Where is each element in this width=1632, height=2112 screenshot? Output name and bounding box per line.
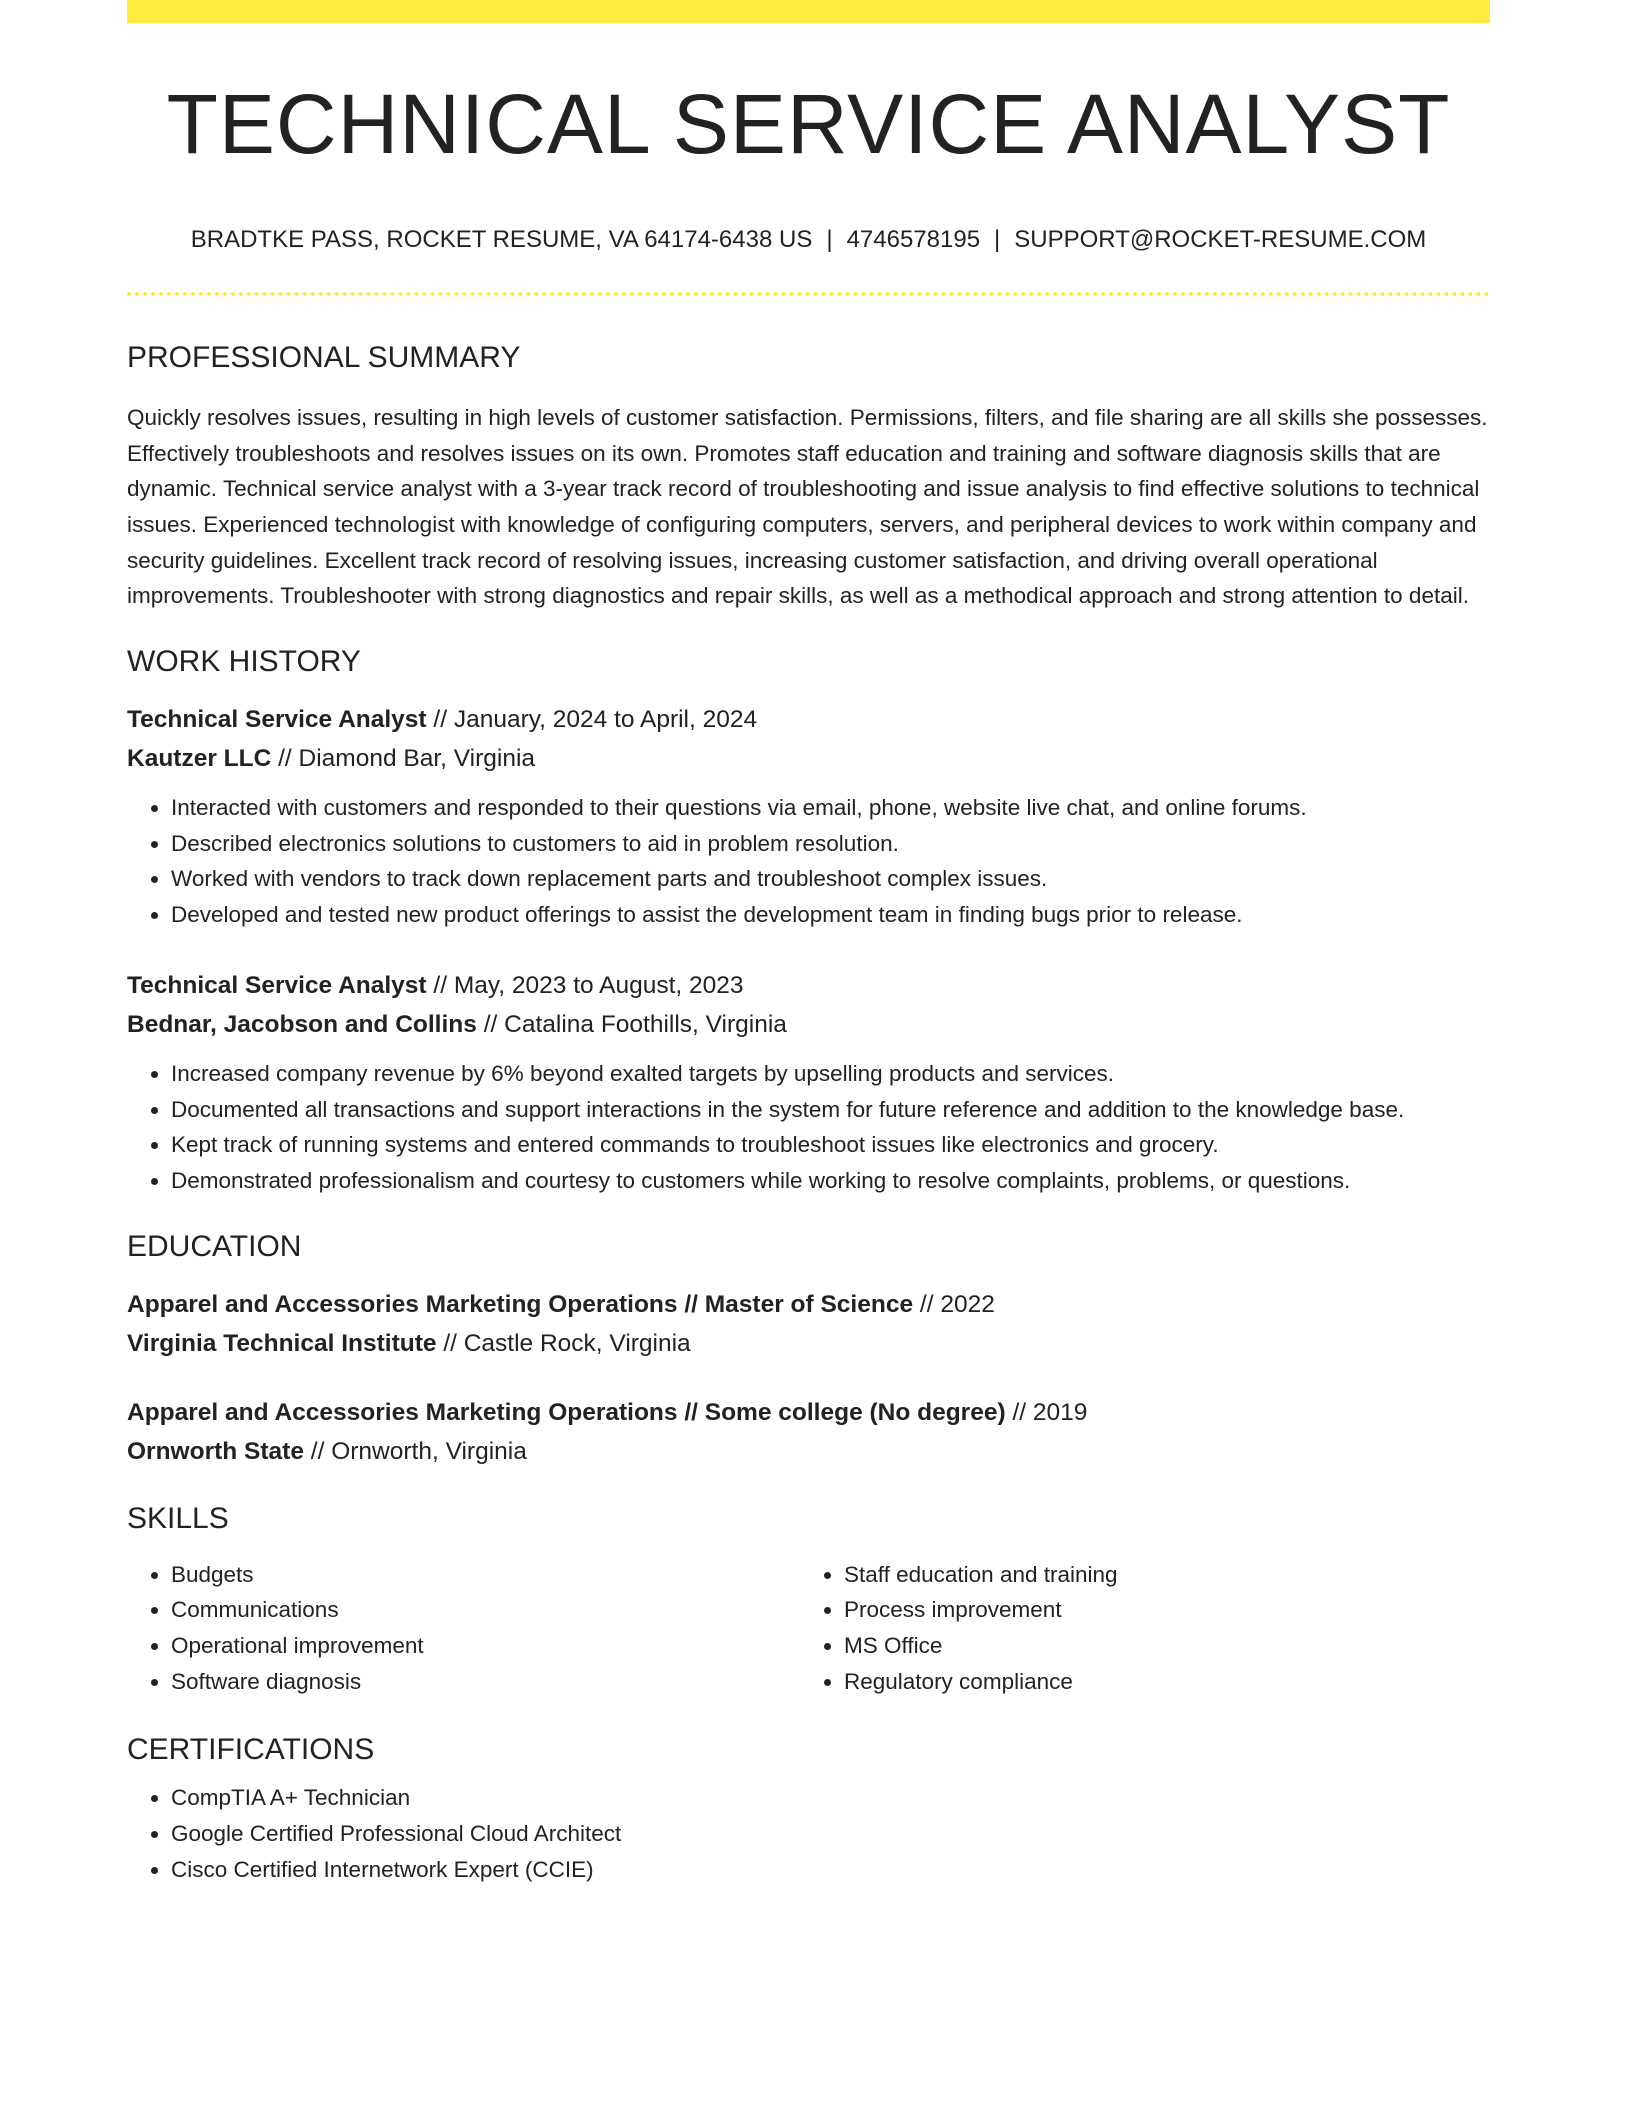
education-entry xyxy=(127,1393,1490,1471)
education-degree-line xyxy=(127,1285,1490,1324)
list-item: • Increased company revenue by 6% beyond exalted targets by upselling products and services. xyxy=(171,1056,1490,1092)
education-heading: EDUCATION xyxy=(127,1229,302,1263)
summary-text: Quickly resolves issues, resulting in high levels of customer satisfaction. Permissions, filters, and file sharing are all skills she possesses. Effectively troubleshoots and resolves issues on its own. Promotes staff education and training and software diagnosis skills that are dynamic. Technical service analyst with a 3-year track record of troubleshooting and issue analysis to find effective solutions to technical issues. Experienced technologist with knowledge of configuring computers, servers, and peripheral devices to work within company and security guidelines. Excellent track record of resolving issues, increasing customer satisfaction, and driving overall operational improvements. Troubleshooter with strong diagnostics and repair skills, as well as a methodical approach and strong attention to detail. xyxy=(127,404,1488,609)
list-item: • Operational improvement xyxy=(171,1628,800,1664)
contact-email: SUPPORT@ROCKET-RESUME.COM xyxy=(1014,226,1427,253)
contact-phone: 4746578195 xyxy=(846,226,981,253)
education-degree: Apparel and Accessories Marketing Operations // Master of Science xyxy=(127,1290,914,1318)
job-entry xyxy=(127,700,1490,933)
job-location: // Diamond Bar, Virginia xyxy=(278,745,536,773)
job-company: Kautzer LLC xyxy=(127,745,272,773)
job-dates: // January, 2024 to April, 2024 xyxy=(433,706,758,734)
list-item: • Described electronics solutions to customers to aid in problem resolution. xyxy=(171,826,1490,862)
job-bullets xyxy=(127,790,1490,933)
list-item: • Worked with vendors to track down replacement parts and troubleshoot complex issues. xyxy=(171,861,1490,897)
list-item: • MS Office xyxy=(844,1628,1473,1664)
education-entry xyxy=(127,1285,1490,1363)
list-item: • Kept track of running systems and entered commands to troubleshoot issues like electronics and grocery. xyxy=(171,1127,1490,1163)
contact-line xyxy=(127,226,1490,255)
job-title-line xyxy=(127,700,1490,739)
skills-list-left xyxy=(127,1557,800,1700)
education-school: Ornworth State xyxy=(127,1437,304,1465)
list-item: • CompTIA A+ Technician xyxy=(171,1780,1490,1816)
contact-separator: | xyxy=(826,226,833,253)
education-location: // Ornworth, Virginia xyxy=(310,1437,527,1465)
job-company: Bednar, Jacobson and Collins xyxy=(127,1010,477,1038)
list-item: • Interacted with customers and responded to their questions via email, phone, website live chat, and online forums. xyxy=(171,790,1490,826)
education-degree-line xyxy=(127,1393,1490,1432)
list-item: • Regulatory compliance xyxy=(844,1664,1473,1700)
job-entry xyxy=(127,966,1490,1199)
list-item: • Process improvement xyxy=(844,1592,1473,1628)
contact-separator: | xyxy=(994,226,1001,253)
education-school: Virginia Technical Institute xyxy=(127,1329,437,1357)
job-location: // Catalina Foothills, Virginia xyxy=(483,1010,787,1038)
work-history-heading: WORK HISTORY xyxy=(127,645,361,679)
job-title: Technical Service Analyst xyxy=(127,971,427,999)
job-company-line xyxy=(127,739,1490,778)
contact-address: BRADTKE PASS, ROCKET RESUME, VA 64174-6438 US xyxy=(190,226,813,253)
education-location: // Castle Rock, Virginia xyxy=(443,1329,691,1357)
list-item: • Software diagnosis xyxy=(171,1664,800,1700)
list-item: • Google Certified Professional Cloud Architect xyxy=(171,1816,1490,1852)
certifications-heading: CERTIFICATIONS xyxy=(127,1733,375,1767)
skills-heading: SKILLS xyxy=(127,1501,229,1535)
summary-heading: PROFESSIONAL SUMMARY xyxy=(127,340,521,374)
job-bullets xyxy=(127,1056,1490,1199)
list-item: • Developed and tested new product offerings to assist the development team in finding bugs prior to release. xyxy=(171,897,1490,933)
list-item: • Staff education and training xyxy=(844,1557,1473,1593)
list-item: • Documented all transactions and support interactions in the system for future reference and addition to the knowledge base. xyxy=(171,1092,1490,1128)
education-degree: Apparel and Accessories Marketing Operations // Some college (No degree) xyxy=(127,1398,1006,1426)
education-school-line xyxy=(127,1324,1490,1363)
dotted-divider xyxy=(127,292,1490,296)
education-year: // 2022 xyxy=(919,1290,995,1318)
job-title: Technical Service Analyst xyxy=(127,706,427,734)
list-item: • Demonstrated professionalism and courtesy to customers while working to resolve complaints, problems, or questions. xyxy=(171,1163,1490,1199)
job-company-line xyxy=(127,1005,1490,1044)
list-item: • Cisco Certified Internetwork Expert (CCIE) xyxy=(171,1852,1490,1888)
skills-columns xyxy=(127,1557,1490,1700)
list-item: • Communications xyxy=(171,1592,800,1628)
list-item: • Budgets xyxy=(171,1557,800,1593)
certifications-list xyxy=(127,1780,1490,1887)
job-title-line xyxy=(127,966,1490,1005)
resume-title: TECHNICAL SERVICE ANALYST xyxy=(166,77,1451,171)
resume-page xyxy=(127,0,1490,1888)
skills-list-right xyxy=(800,1557,1473,1700)
job-dates: // May, 2023 to August, 2023 xyxy=(433,971,744,999)
education-school-line xyxy=(127,1432,1490,1471)
top-accent-bar xyxy=(127,0,1490,23)
education-year: // 2019 xyxy=(1012,1398,1088,1426)
